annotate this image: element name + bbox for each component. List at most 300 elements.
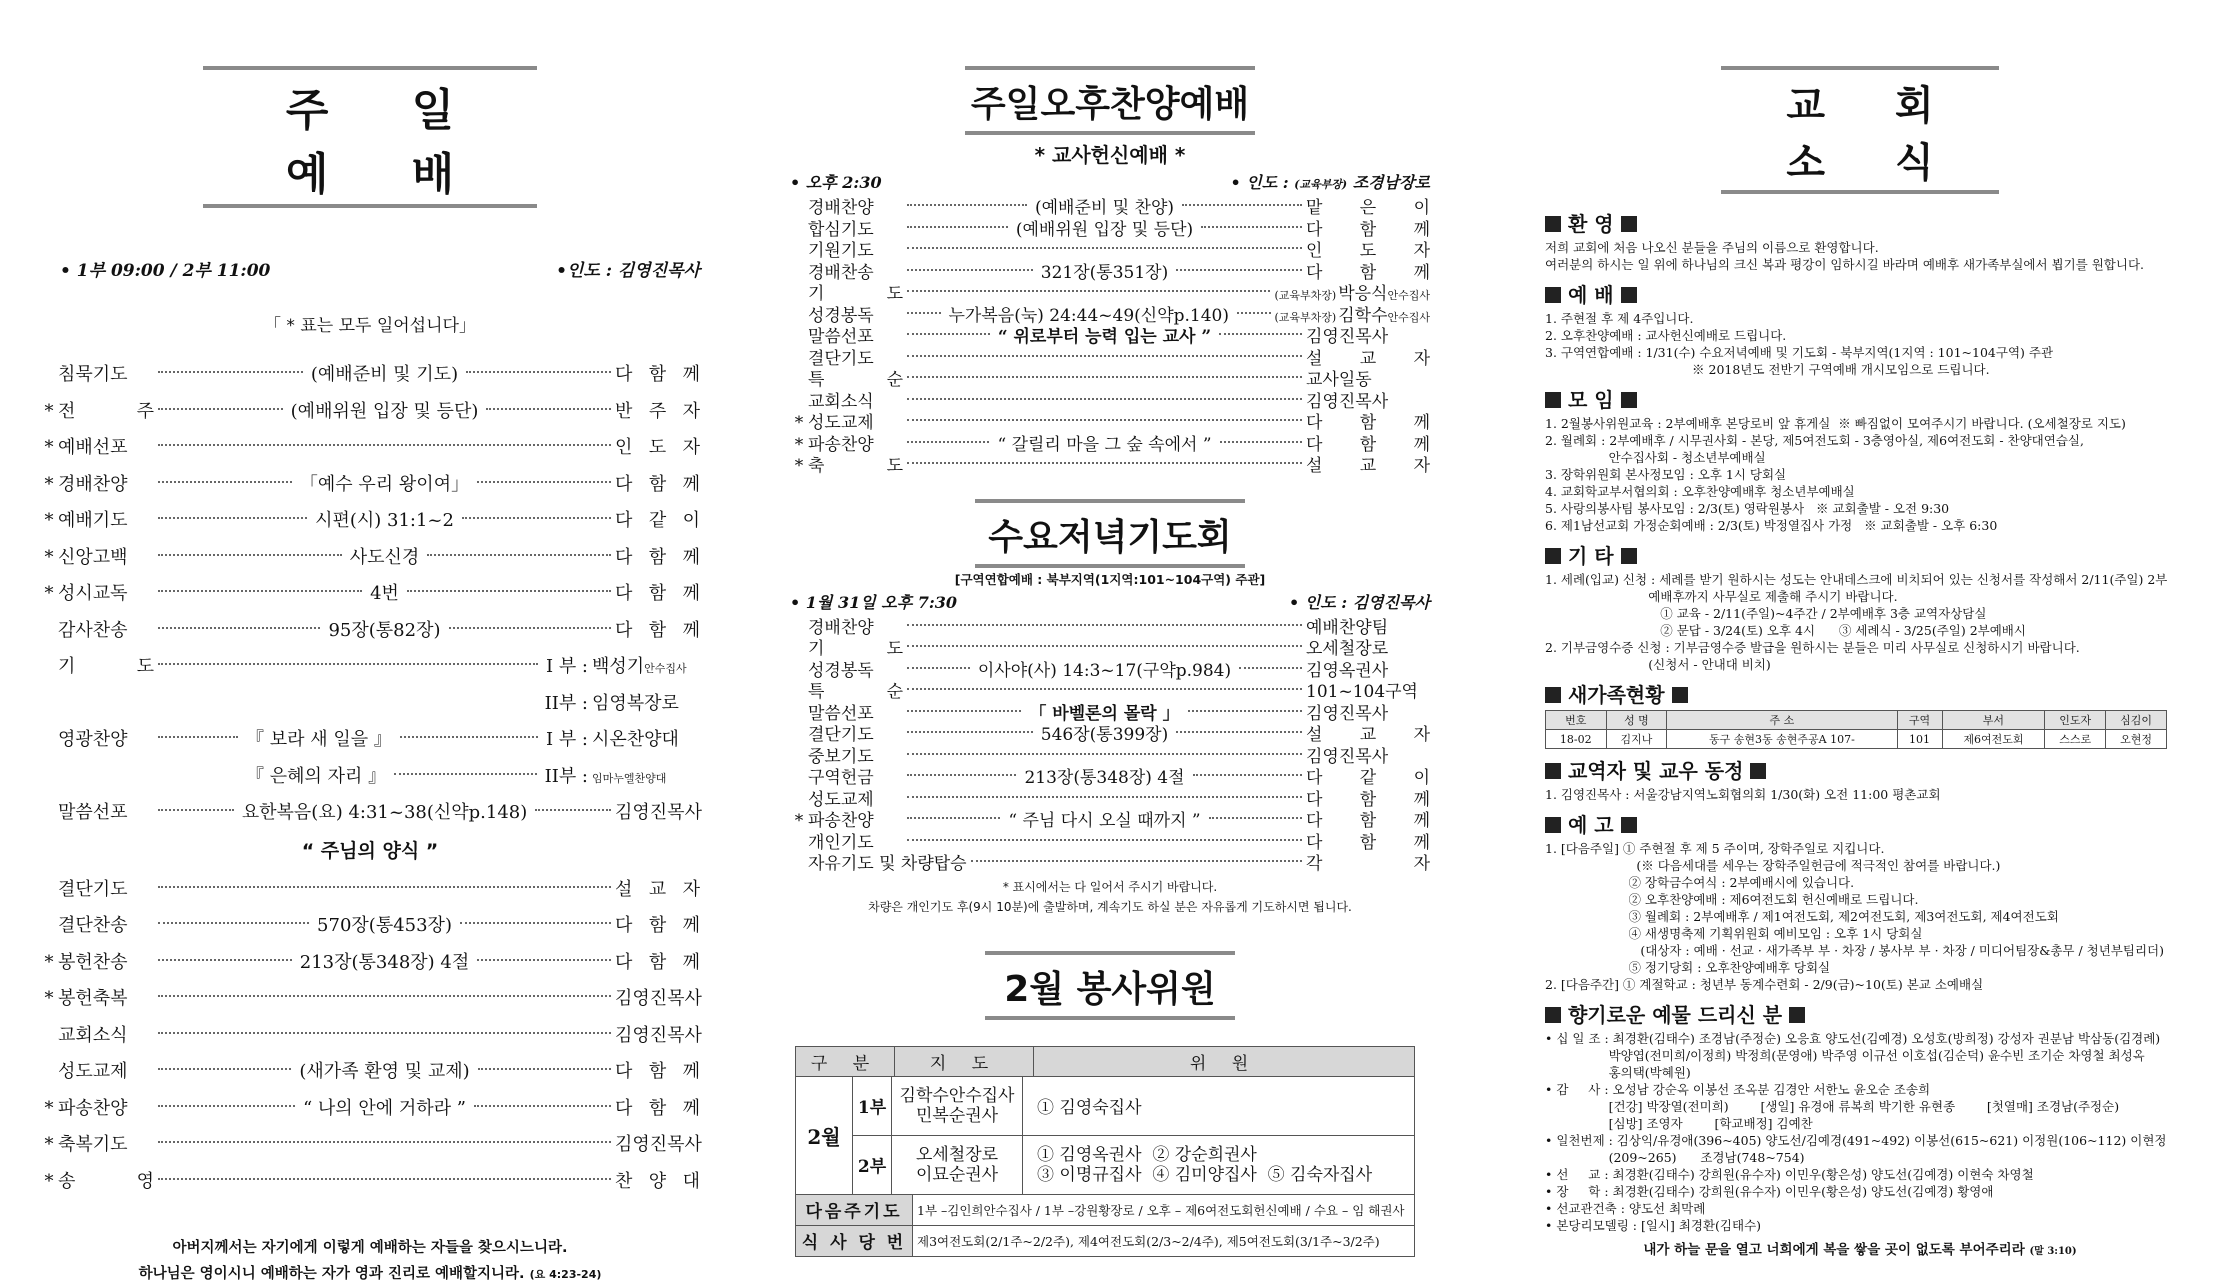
column-afternoon-worship [790,0,1431,1253]
notice-line: ⑤ 정기당회 : 오후찬양예배후 당회실 [1545,960,1831,975]
order-person: 설 교 자 [1306,348,1430,369]
dot-leader [407,590,611,592]
section-heading-notice: 예 고 [1545,809,2175,838]
order-label: 예배기도 [58,510,128,531]
order-detail: 「 바벨론의 몰락 」 [1029,703,1180,724]
dot-leader [1188,710,1302,712]
wednesday-subtitle: [구역연합예배 : 북부지역(1지역:101~104구역) 주관] [954,571,1266,587]
month-cell: 2월 [796,1076,853,1194]
list-item [790,387,1430,412]
standing-mark: * [44,1097,54,1119]
order-person: 다 함 께 [615,619,700,641]
dot-leader [907,796,1302,798]
page-title-sunday-worship: 주 일 예 배 [203,66,537,208]
order-label: 감사찬송 [58,619,128,641]
order-detail: “ 위로부터 능력 입는 교사 ” [997,327,1212,347]
next-prayer-cell: 1부 –김인희안수집사 / 1부 –강원황장로 / 오후 – 제6여전도회헌신예배 / 수요 – 임 해권사 [913,1194,1415,1225]
dot-leader [478,1068,611,1070]
standing-mark: * [794,811,804,831]
order-person: 다 함 께 [615,364,700,385]
dot-leader [907,710,1021,712]
order-label: 기 도 [808,639,903,659]
notice-line: [건강] 박장열(전미희) [생일] 유경애 류복희 박기한 유현종 [첫열매] 조경남(주정순) [1545,1099,2120,1114]
dot-leader [1209,817,1302,819]
notice-line: • 장 학 : 최경환(김태수) 강희원(유수자) 이민우(황은성) 양도선(김예경) 황영애 [1545,1184,1994,1199]
part-label: I 부 : [545,656,588,677]
dot-leader [907,226,1008,228]
dot-leader [1201,226,1302,228]
standing-mark: * [44,988,54,1009]
section-heading-offerings: 향기로운 예물 드리신 분 [1545,999,2175,1028]
order-label: 구역헌금 [808,768,874,788]
order-label: 예배선포 [58,437,128,458]
column-header: 인도자 [2045,711,2106,730]
dot-leader [907,269,1033,271]
notice-line: [심방] 조영자 [학교배정] 김예찬 [1545,1116,1813,1131]
order-person: 설 교 자 [615,878,700,900]
meal-duty-cell: 제3여전도회(2/1주~2/2주), 제4여전도회(2/3~2/4주), 제5여전도회(3/1주~3/2주) [913,1225,1415,1256]
dot-leader [158,1178,611,1180]
scripture-verse [40,1235,700,1288]
verse-line: 하나님은 영이시니 예배하는 자가 영과 진리로 예배할지니라. (요 4:23-24) [138,1266,602,1282]
order-label: 성경봉독 [808,305,874,326]
order-label: 경배찬송 [808,262,874,283]
square-icon [1545,687,1561,703]
list-item [790,215,1430,240]
table-cell: 동구 송현3동 송현주공A 107- [1667,730,1897,749]
square-icon [1672,687,1688,703]
verse-line: 아버지께서는 자기에게 이렇게 예배하는 자들을 찾으시느니라. [172,1240,568,1256]
volunteer-title: 2월 봉사위원 [985,951,1235,1020]
dot-leader [907,204,1027,206]
notice-line: 1. 2월봉사위원교육 : 2부예배후 본당로비 앞 휴게실 ※ 빠짐없이 모여주시기 바랍니다. (오세철장로 지도) [1545,416,2126,431]
list-item [40,911,700,948]
dot-leader [427,554,611,556]
order-detail: “ 갈릴리 마을 그 숲 속에서 ” [997,434,1212,455]
order-person: 다 함 께 [615,1097,701,1119]
list-item [40,652,700,689]
order-person: 다 함 께 [1306,262,1430,283]
order-detail: 이사야(사) 14:3~17(구약p.984) [977,660,1232,681]
member-cell: ① 김영옥권사 ② 강순희권사 ③ 이명규집사 ④ 김미양집사 ⑤ 김숙자집사 [1023,1135,1415,1194]
dot-leader [907,839,1302,841]
square-icon [1545,548,1561,564]
order-person: 설 교 자 [1306,725,1430,745]
order-person: 김영진목사 [1306,703,1389,724]
notice-lines [1545,840,2175,993]
list-item [40,1057,700,1094]
pastor-news-line: 1. 김영진목사 : 서울강남지역노회협의회 1/30(화) 오전 11:00 평촌교회 [1545,787,1941,802]
order-person: 임영복장로 [592,692,679,714]
list-item [790,193,1430,218]
dot-leader [400,736,538,738]
anthem-title: 『 보라 새 일을 』 [246,729,392,750]
order-label: 성도교제 [808,789,874,810]
section-heading-etc: 기 타 [1545,540,2175,569]
table-header-row [796,1046,1415,1076]
list-item [790,613,1430,638]
volunteer-table-body [795,1076,1415,1195]
table-cell: 오현정 [2106,730,2167,749]
notice-line: 1. 주현절 후 제 4주입니다. [1545,311,1694,326]
notice-line: 5. 사랑의봉사팀 봉사모임 : 2/3(토) 영락원봉사 ※ 교회출발 - 오전 9:30 [1545,501,1950,516]
dot-leader [158,627,320,629]
table-cell: 김지나 [1606,730,1667,749]
dot-leader [158,554,342,556]
order-label: 합심기도 [808,219,874,240]
notice-line: • 일천번제 : 김상익/유경애(396~405) 양도선/김예경(491~492) 이봉선(615~621) 이정원(106~112) 이현정 [1545,1133,2167,1148]
service-time-row [40,256,700,281]
notice-line: ※ 2018년도 전반기 구역예배 개시모임으로 드립니다. [1545,362,1990,377]
standing-mark: * [44,400,54,422]
list-item [40,1130,700,1167]
standing-mark: * [44,583,54,604]
order-detail: 95장(통82장) [328,619,441,641]
square-icon [1621,548,1637,564]
note-line: * 표시에서는 다 일어서 주시기 바랍니다. [1002,879,1218,894]
dot-leader [158,1141,611,1143]
afternoon-time-row [790,170,1430,193]
afternoon-worship-title: 주일오후찬양예배 [965,66,1255,135]
list-item [790,301,1431,326]
wednesday-prayer-title: 수요저녁기도회 [975,499,1245,568]
order-person: 다 함 께 [1306,832,1430,853]
dot-leader [394,773,536,775]
dot-leader [1237,312,1271,314]
order-person: 김영진목사 [615,988,702,1009]
order-person: 다 함 께 [615,915,701,936]
notice-line: ② 오후찬양예배 : 제6여전도회 헌신예배로 드립니다. [1545,892,1919,907]
dot-leader [907,624,1302,626]
list-item [790,763,1431,788]
list-item [40,1021,700,1058]
notice-line: ② 문답 - 3/24(토) 오후 4시 ③ 세례식 - 3/25(주일) 2부예배시 [1545,623,2026,638]
notice-line: (209~265) 조경남(748~754) [1545,1150,1805,1165]
list-item [790,258,1430,283]
worship-lines [1545,310,2175,378]
part-label: II부 : [544,765,588,787]
order-label: 결단기도 [58,878,128,900]
column-header: 지 도 [895,1046,1034,1076]
welcome-lines [1545,239,2175,273]
dot-leader [907,355,1302,357]
dot-leader [907,817,1000,819]
notice-line: ① 교육 - 2/11(주일)~4주간 / 2부예배후 3층 교역자상담실 [1545,606,1987,621]
dot-leader [158,809,234,811]
notice-line: • 선교관건축 : 양도선 최막례 [1545,1201,1706,1216]
column-header: 성 명 [1606,711,1667,730]
list-item [40,762,700,799]
order-label: 기 도 [58,656,154,677]
order-label: 봉헌축복 [58,988,128,1009]
etc-lines [1545,571,2175,673]
square-icon [1545,817,1561,833]
square-icon [1750,763,1766,779]
order-of-worship-list [40,360,700,652]
table-row [796,1135,1415,1194]
column-sunday-worship [40,0,702,1282]
notice-line: 2. 월례회 : 2부예배후 / 시무권사회 - 본당, 제5여전도회 - 3층영아실, 제6여전도회 - 찬양대연습실, [1545,433,2084,448]
order-person: 김영진목사 [615,1134,702,1155]
standing-mark: * [44,1134,54,1155]
dot-leader [1193,774,1302,776]
note-line: 차량은 개인기도 후(9시 10분)에 출발하며, 계속기도 하실 분은 자유롭게 기도하시면 됩니다. [868,899,1352,914]
order-label: 봉헌찬송 [58,951,128,973]
volunteer-table-foot [795,1194,1415,1257]
list-item [790,408,1430,433]
list-item [40,1094,700,1131]
dot-leader [907,333,990,335]
dot-leader [1176,731,1302,733]
order-label: 파송찬양 [808,434,874,455]
column-header: 위 원 [1034,1046,1415,1076]
table-row [796,1225,1415,1256]
square-icon [1545,392,1561,408]
order-label: 기원기도 [808,241,874,261]
list-item [40,798,700,835]
table-row [796,1194,1415,1225]
order-person: 다 같 이 [1306,768,1431,788]
list-item [40,470,700,507]
order-label: 축 도 [808,456,903,476]
dot-leader [907,753,1302,755]
closing-verse: 내가 하늘 문을 열고 너희에게 복을 쌓을 곳이 없도록 부어주리라 (말 3:10) [1643,1242,2077,1258]
order-label: 교회소식 [58,1024,128,1046]
order-label: 성도교제 [58,1061,128,1082]
new-family-table [1545,710,2167,749]
order-person: 박응식안수집사 [1338,284,1430,304]
order-person: 다 함 께 [1306,789,1430,810]
list-item [790,430,1430,455]
dot-leader [449,627,611,629]
table-row [1546,730,2167,749]
table-cell: 제6여전도회 [1942,730,2045,749]
row-header: 식 사 당 번 [796,1225,913,1256]
order-person: 다 함 께 [615,473,701,495]
order-detail: (예배준비 및 찬양) [1034,198,1175,218]
notice-line: • 십 일 조 : 최경환(김태수) 조경남(주정순) 오응효 양도선(김예경) 오성호(방희정) 강성자 권분남 박삼동(김경례) [1545,1031,2161,1046]
dot-leader [158,1032,611,1034]
dot-leader [158,1105,295,1107]
order-label: 특 순 [808,682,903,702]
dot-leader [466,371,611,373]
dot-leader [158,1068,291,1070]
order-detail: (예배위원 입장 및 등단) [1015,219,1194,240]
part-cell: 2부 [853,1135,892,1194]
dot-leader [907,376,1302,378]
order-person: 김영진목사 [615,1024,702,1046]
square-icon [1621,392,1637,408]
table-cell: 101 [1897,730,1942,749]
part-cell: 1부 [853,1076,892,1135]
notice-line: 6. 제1남선교회 가정순회예배 : 2/3(토) 박정열집사 가정 ※ 교회출발 - 오후 6:30 [1545,518,1998,533]
person-role: (교육부차장) [1274,289,1337,302]
list-item [40,397,700,434]
order-person: 인 도 자 [615,437,700,458]
order-person: 김영진목사 [1306,327,1389,347]
square-icon [1621,216,1637,232]
order-label: 축복기도 [58,1134,128,1155]
dot-leader [535,809,611,811]
dot-leader [158,922,309,924]
order-person: 오세철장로 [1306,639,1389,659]
service-leader: •인도 : 김영진목사 [556,261,700,281]
list-item [790,806,1431,831]
order-person: 다 함 께 [615,1061,701,1082]
notice-line: (※ 다음세대를 세우는 장학주일헌금에 적극적인 참여를 바랍니다.) [1545,858,2001,873]
order-label: 경배찬양 [808,617,874,638]
order-person: 김영진목사 [1306,391,1389,412]
sermon-title: “ 주님의 양식 ” [301,839,439,862]
order-person: 임마누엘찬양대 [592,771,667,785]
church-news-title: 교 회 소 식 [1721,66,1999,194]
square-icon [1545,1007,1561,1023]
dot-leader [907,419,1302,421]
list-item [40,948,700,985]
notice-line: • 감 사 : 오성남 강순옥 이봉선 조옥분 김경안 서한노 윤오순 조송희 [1545,1082,1931,1097]
service-time: • 오후 2:30 [790,173,882,192]
order-label: 특 순 [808,370,903,390]
part-label: II부 : [544,692,588,714]
list-item [790,365,1430,390]
dot-leader [907,462,1302,464]
order-detail: 570장(통453장) [317,915,452,936]
notice-line: 1. 세례(입교) 신청 : 세례를 받기 원하시는 성도는 안내데스크에 비치되어 있는 신청서를 작성해서 2/11(주일) 2부 [1545,572,2168,587]
notice-line: 3. 구역연합예배 : 1/31(수) 수요저녁예배 및 기도회 - 북부지역(1지역 : 101~104구역) 주관 [1545,345,2054,360]
list-item [40,579,700,616]
list-item [790,656,1430,681]
order-detail: (예배준비 및 기도) [310,364,459,385]
table-cell: 스스로 [2045,730,2106,749]
standing-mark: * [794,413,804,433]
order-label: 신앙고백 [58,546,128,568]
order-label: 말씀선포 [808,703,874,724]
square-icon [1545,763,1561,779]
notice-line: 예배후까지 사무실로 제출해 주시기 바랍니다. [1545,589,1898,604]
table-header-row [1546,711,2167,730]
order-detail: 4번 [370,583,399,604]
section-heading-pastor-news: 교역자 및 교우 동정 [1545,755,2175,784]
dot-leader [158,886,611,888]
list-item [790,699,1430,724]
member-cell: ① 김영숙집사 [1023,1076,1415,1135]
dot-leader [1220,441,1302,443]
order-person: 다 함 께 [1306,434,1430,455]
standing-mark: * [44,437,54,458]
dot-leader [158,590,362,592]
order-person: 다 함 께 [615,546,700,568]
dot-leader [158,517,307,519]
director-cell: 오세철장로 이묘순권사 [892,1135,1023,1194]
notice-line: ③ 월례회 : 2부예배후 / 제1여전도회, 제2여전도회, 제3여전도회, 제4여전도회 [1545,909,2059,924]
table-cell: 18-02 [1546,730,1607,749]
order-person: 다 함 께 [1306,413,1430,433]
order-person: 101~104구역 [1306,682,1418,702]
order-label: 성경봉독 [808,660,874,681]
list-item [40,360,700,397]
order-detail: 「예수 우리 왕이여」 [299,473,470,495]
dot-leader [907,290,1270,292]
anthem-title: 『 은혜의 자리 』 [246,765,387,787]
notice-line: ④ 새생명축제 기획위원회 예비모임 : 오후 1시 당회실 [1545,926,1923,941]
order-label: 경배찬양 [808,198,874,218]
list-item [40,984,700,1021]
order-person: 김학수안수집사 [1338,305,1431,326]
order-label: 개인기도 [808,832,874,853]
service-time: • 1부 09:00 / 2부 11:00 [60,261,271,281]
order-person: 맡 은 이 [1306,198,1430,218]
dot-leader [907,398,1302,400]
service-leader: • 인도 : 김영진목사 [1288,592,1430,612]
dot-leader [1176,269,1302,271]
dot-leader [907,312,941,314]
section-heading-new-family: 새가족현황 [1545,679,2175,708]
meeting-lines [1545,415,2175,534]
order-label: 송 영 [58,1170,154,1192]
dot-leader [1219,333,1302,335]
standing-mark: * [44,546,54,568]
dot-leader [158,408,283,410]
notice-line: 2. 오후찬양예배 : 교사헌신예배로 드립니다. [1545,328,1787,343]
volunteer-table [795,1046,1415,1077]
dot-leader [462,517,611,519]
order-label: 기 도 [808,284,903,304]
order-person: 김영진목사 [1306,746,1389,767]
dot-leader [158,481,292,483]
order-detail: 시편(시) 31:1~2 [315,510,454,531]
dot-leader [477,959,611,961]
standing-mark: * [44,510,54,531]
list-item [790,322,1430,347]
notice-line: 2. [다음주간] ① 계절학교 : 청년부 동계수련회 - 2/9(금)~10(토) 본교 소예배실 [1545,977,1984,992]
square-icon [1621,817,1637,833]
notice-line: • 선 교 : 최경환(김태수) 강희원(유수자) 이민우(황은성) 양도선(김예경) 이현숙 차영철 [1545,1167,2034,1182]
dot-leader [907,731,1033,733]
director-cell: 김학수안수집사 민복순권사 [892,1076,1023,1135]
list-item [40,725,700,762]
standing-mark: * [794,456,804,476]
list-item [790,720,1430,745]
order-person: 백성기안수집사 [592,656,687,677]
list-item [790,849,1430,874]
order-label: 말씀선포 [808,327,874,347]
order-label: 말씀선포 [58,802,128,823]
column-header: 구 분 [796,1046,895,1076]
order-of-worship-list-2 [40,875,700,1204]
order-label: 결단기도 [808,348,874,369]
order-person: 다 함 께 [1306,811,1431,831]
order-detail: 321장(통351장) [1040,262,1169,283]
order-label: 자유기도 및 차량탑승 [808,854,967,874]
order-detail: 213장(통348장) 4절 [1024,768,1185,788]
column-header: 부서 [1942,711,2045,730]
dot-leader [907,667,970,669]
notice-line: (대상자 : 예배 · 선교 · 새가족부 부 · 차장 / 봉사부 부 · 차장 / 미디어팀장&총무 / 청년부팀리더) [1545,943,2164,958]
order-person: 예배찬양팀 [1306,617,1389,638]
dot-leader [460,922,611,924]
order-detail: “ 나의 안에 거하라 ” [303,1097,467,1119]
notice-line: 3. 장학위원회 본사정모임 : 오후 1시 당회실 [1545,467,1787,482]
dot-leader [907,441,989,443]
list-item [790,634,1430,659]
dot-leader [158,663,538,665]
service-time: • 1월 31일 오후 7:30 [790,592,958,612]
notice-line: 홍의택(박혜원) [1545,1065,1691,1080]
order-person: 김영옥권사 [1306,660,1389,681]
list-item [40,875,700,912]
order-label: 성시교독 [58,583,128,604]
order-label: 파송찬양 [808,811,874,831]
